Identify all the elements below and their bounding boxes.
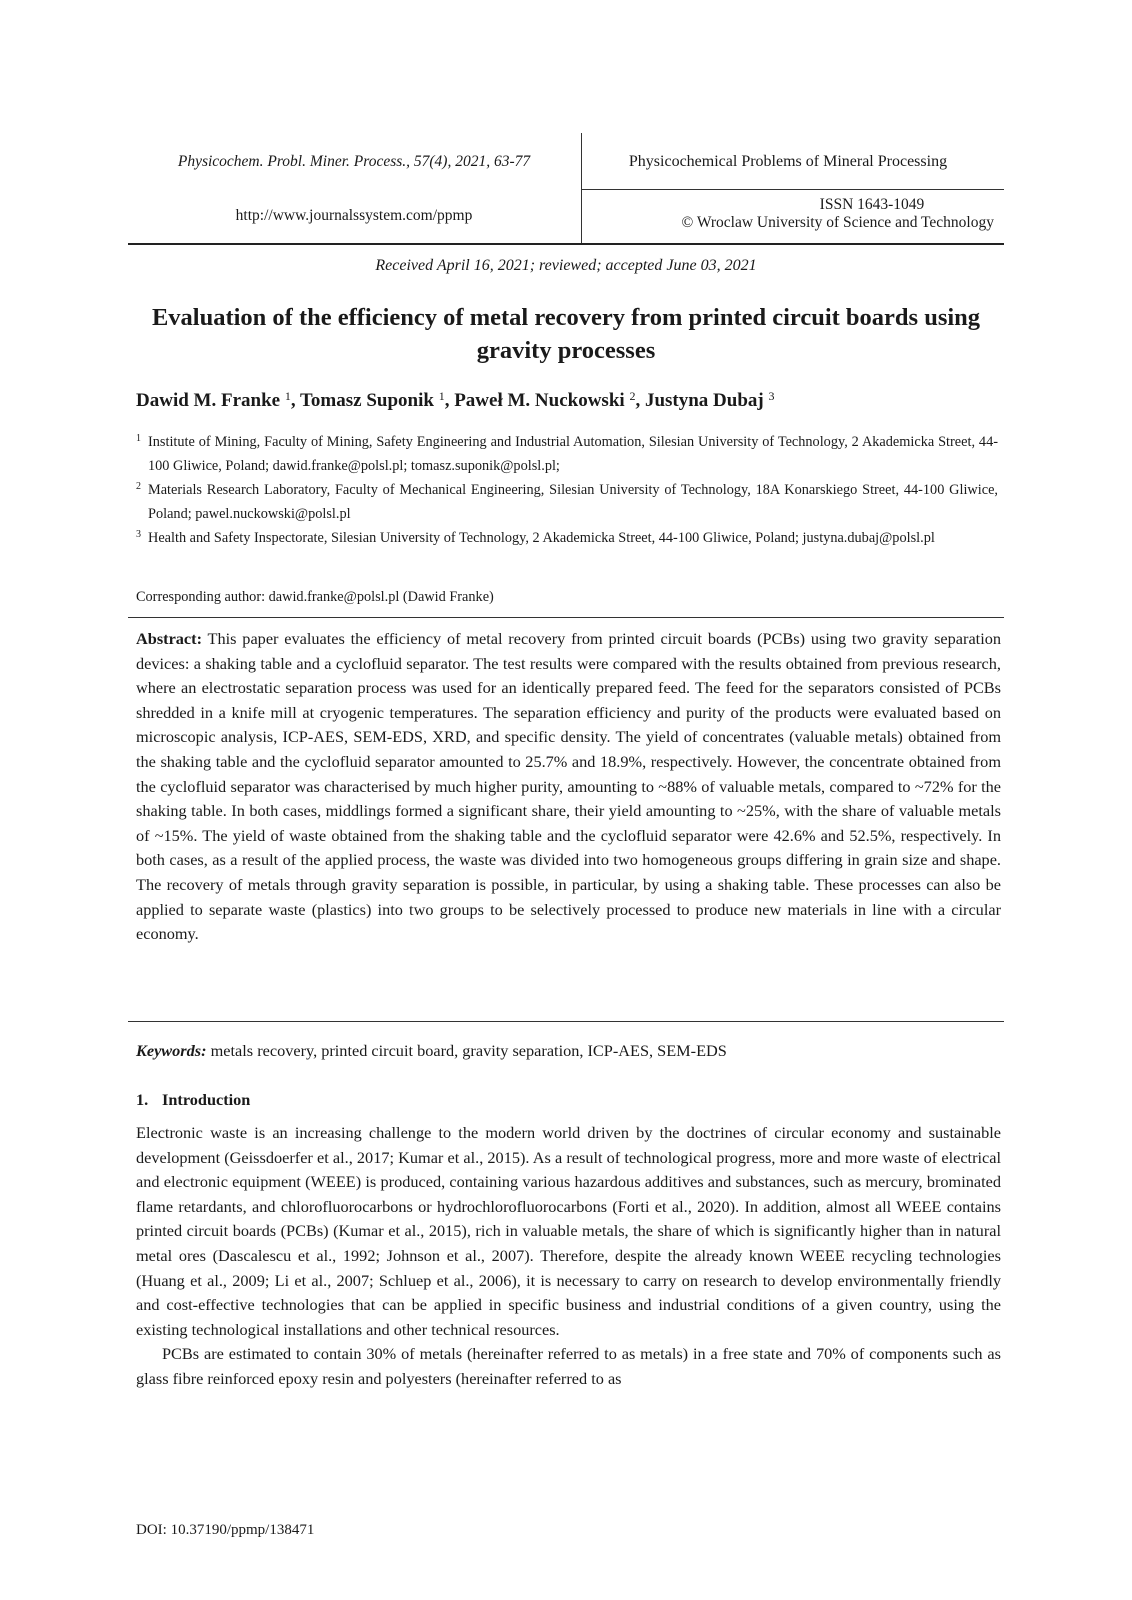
author-affiliation-mark: 1 <box>284 389 291 403</box>
keywords-text: metals recovery, printed circuit board, gravity separation, ICP-AES, SEM-EDS <box>210 1041 727 1060</box>
paragraph: PCBs are estimated to contain 30% of metals (hereinafter referred to as metals) in a free state and 70% of components such as glass fibre reinforced epoxy resin and polyesters (hereinafter referred to as <box>136 1344 1001 1388</box>
abstract-rule-bottom <box>128 1021 1004 1022</box>
affiliation <box>136 478 998 526</box>
affiliation-list <box>136 430 998 550</box>
author-name: Tomasz Suponik <box>300 390 434 411</box>
affiliation-text: Institute of Mining, Faculty of Mining, Safety Engineering and Industrial Automation, Silesian University of Technology, 2 Akademicka Street, 44-100 Gliwice, Poland; dawid.franke@polsl.pl; tomasz.suponik@polsl.pl; <box>148 434 998 474</box>
paper-title: Evaluation of the efficiency of metal recovery from printed circuit boards using gravity processes <box>151 304 981 364</box>
affiliation <box>136 430 998 478</box>
author-affiliation-mark: 3 <box>768 389 775 403</box>
header-right <box>582 133 1004 243</box>
paragraph: Electronic waste is an increasing challenge to the modern world driven by the doctrines of circular economy and sustainable development (Geissdoerfer et al., 2017; Kumar et al., 2015). As a result of technological progress, more and more waste of electrical and electronic equipment (WEEE) is produced, containing various hazardous additives and substances, such as mercury, brominated flame retardants, and chlorofluorocarbons or hydrochlorofluorocarbons (Forti et al., 2020). In addition, almost all WEEE contains printed circuit boards (PCBs) (Kumar et al., 2015), rich in valuable metals, the share of which is significantly higher than in natural metal ores (Dascalescu et al., 1992; Johnson et al., 2007). Therefore, despite the already known WEEE recycling technologies (Huang et al., 2009; Li et al., 2007; Schluep et al., 2006), it is necessary to carry on research to develop environmentally friendly and cost-effective technologies that can be applied in specific business and industrial conditions of a given country, using the existing technological installations and other technical resources. <box>136 1123 1001 1339</box>
header-rule <box>128 243 1004 245</box>
section-heading <box>136 1090 250 1110</box>
affiliation-number: 1 <box>136 433 141 444</box>
abstract-rule-top <box>128 617 1004 618</box>
affiliation-number: 3 <box>136 529 141 540</box>
author-separator: , <box>635 390 645 411</box>
abstract-label: Abstract: <box>136 629 203 648</box>
issn: ISSN 1643-1049 <box>819 196 925 213</box>
author-separator: , <box>444 390 455 411</box>
header-divider-horizontal <box>582 189 1004 190</box>
keywords <box>136 1041 1001 1061</box>
journal-url[interactable]: http://www.journalssystem.com/ppmp <box>235 207 473 224</box>
author-list <box>136 389 1004 412</box>
received-dates: Received April 16, 2021; reviewed; accepted June 03, 2021 <box>375 257 757 274</box>
keywords-label: Keywords: <box>136 1041 207 1060</box>
journal-name: Physicochemical Problems of Mineral Processing <box>628 153 948 170</box>
doi: DOI: 10.37190/ppmp/138471 <box>136 1522 315 1538</box>
author-affiliation-mark: 1 <box>438 389 445 403</box>
affiliation-number: 2 <box>136 481 141 492</box>
abstract <box>136 627 1001 947</box>
corresponding-author: Corresponding author: dawid.franke@polsl.pl (Dawid Franke) <box>136 589 494 605</box>
author-separator: , <box>290 390 300 411</box>
author-name: Paweł M. Nuckowski <box>454 390 625 411</box>
section-number: 1. <box>136 1090 149 1109</box>
copyright: © Wroclaw University of Science and Technology <box>681 214 994 231</box>
author-name: Justyna Dubaj <box>644 390 764 411</box>
section-title: Introduction <box>162 1090 251 1109</box>
author-affiliation-mark: 2 <box>629 389 636 403</box>
abstract-text: This paper evaluates the efficiency of metal recovery from printed circuit boards (PCBs) using two gravity separation devices: a shaking table and a cyclofluid separator. The test results were compared with the results obtained from previous research, where an electrostatic separation process was used for an identically prepared feed. The feed for the separators consisted of PCBs shredded in a knife mill at cryogenic temperatures. The separation efficiency and purity of the products were evaluated based on microscopic analysis, ICP-AES, SEM-EDS, XRD, and specific density. The yield of concentrates (valuable metals) obtained from the shaking table and the cyclofluid separator amounted to 25.7% and 18.9%, respectively. However, the concentrate obtained from the cyclofluid separator was characterised by much higher purity, amounting to ~88% of valuable metals, compared to ~72% for the shaking table. In both cases, middlings formed a significant share, their yield amounting to ~25%, with the share of valuable metals of ~15%. The yield of waste obtained from the shaking table and the cyclofluid separator were 42.6% and 52.5%, respectively. In both cases, as a result of the applied process, the waste was divided into two homogeneous groups differing in grain size and shape. The recovery of metals through gravity separation is possible, in particular, by using a shaking table. These processes can also be applied to separate waste (plastics) into two groups to be selectively processed to produce new materials in line with a circular economy. <box>136 629 1002 944</box>
affiliation <box>136 526 998 550</box>
affiliation-text: Materials Research Laboratory, Faculty of Mechanical Engineering, Silesian University of Technology, 18A Konarskiego Street, 44-100 Gliwice, Poland; pawel.nuckowski@polsl.pl <box>148 482 998 522</box>
issn-block <box>582 196 994 232</box>
author-name: Dawid M. Franke <box>136 390 281 411</box>
section-body <box>136 1121 1001 1392</box>
affiliation-text: Health and Safety Inspectorate, Silesian University of Technology, 2 Akademicka Street, 44-100 Gliwice, Poland; justyna.dubaj@polsl.pl <box>148 530 935 546</box>
journal-header <box>128 133 1004 245</box>
header-left <box>128 133 580 243</box>
citation: Physicochem. Probl. Miner. Process., 57(4), 2021, 63-77 <box>177 153 531 170</box>
